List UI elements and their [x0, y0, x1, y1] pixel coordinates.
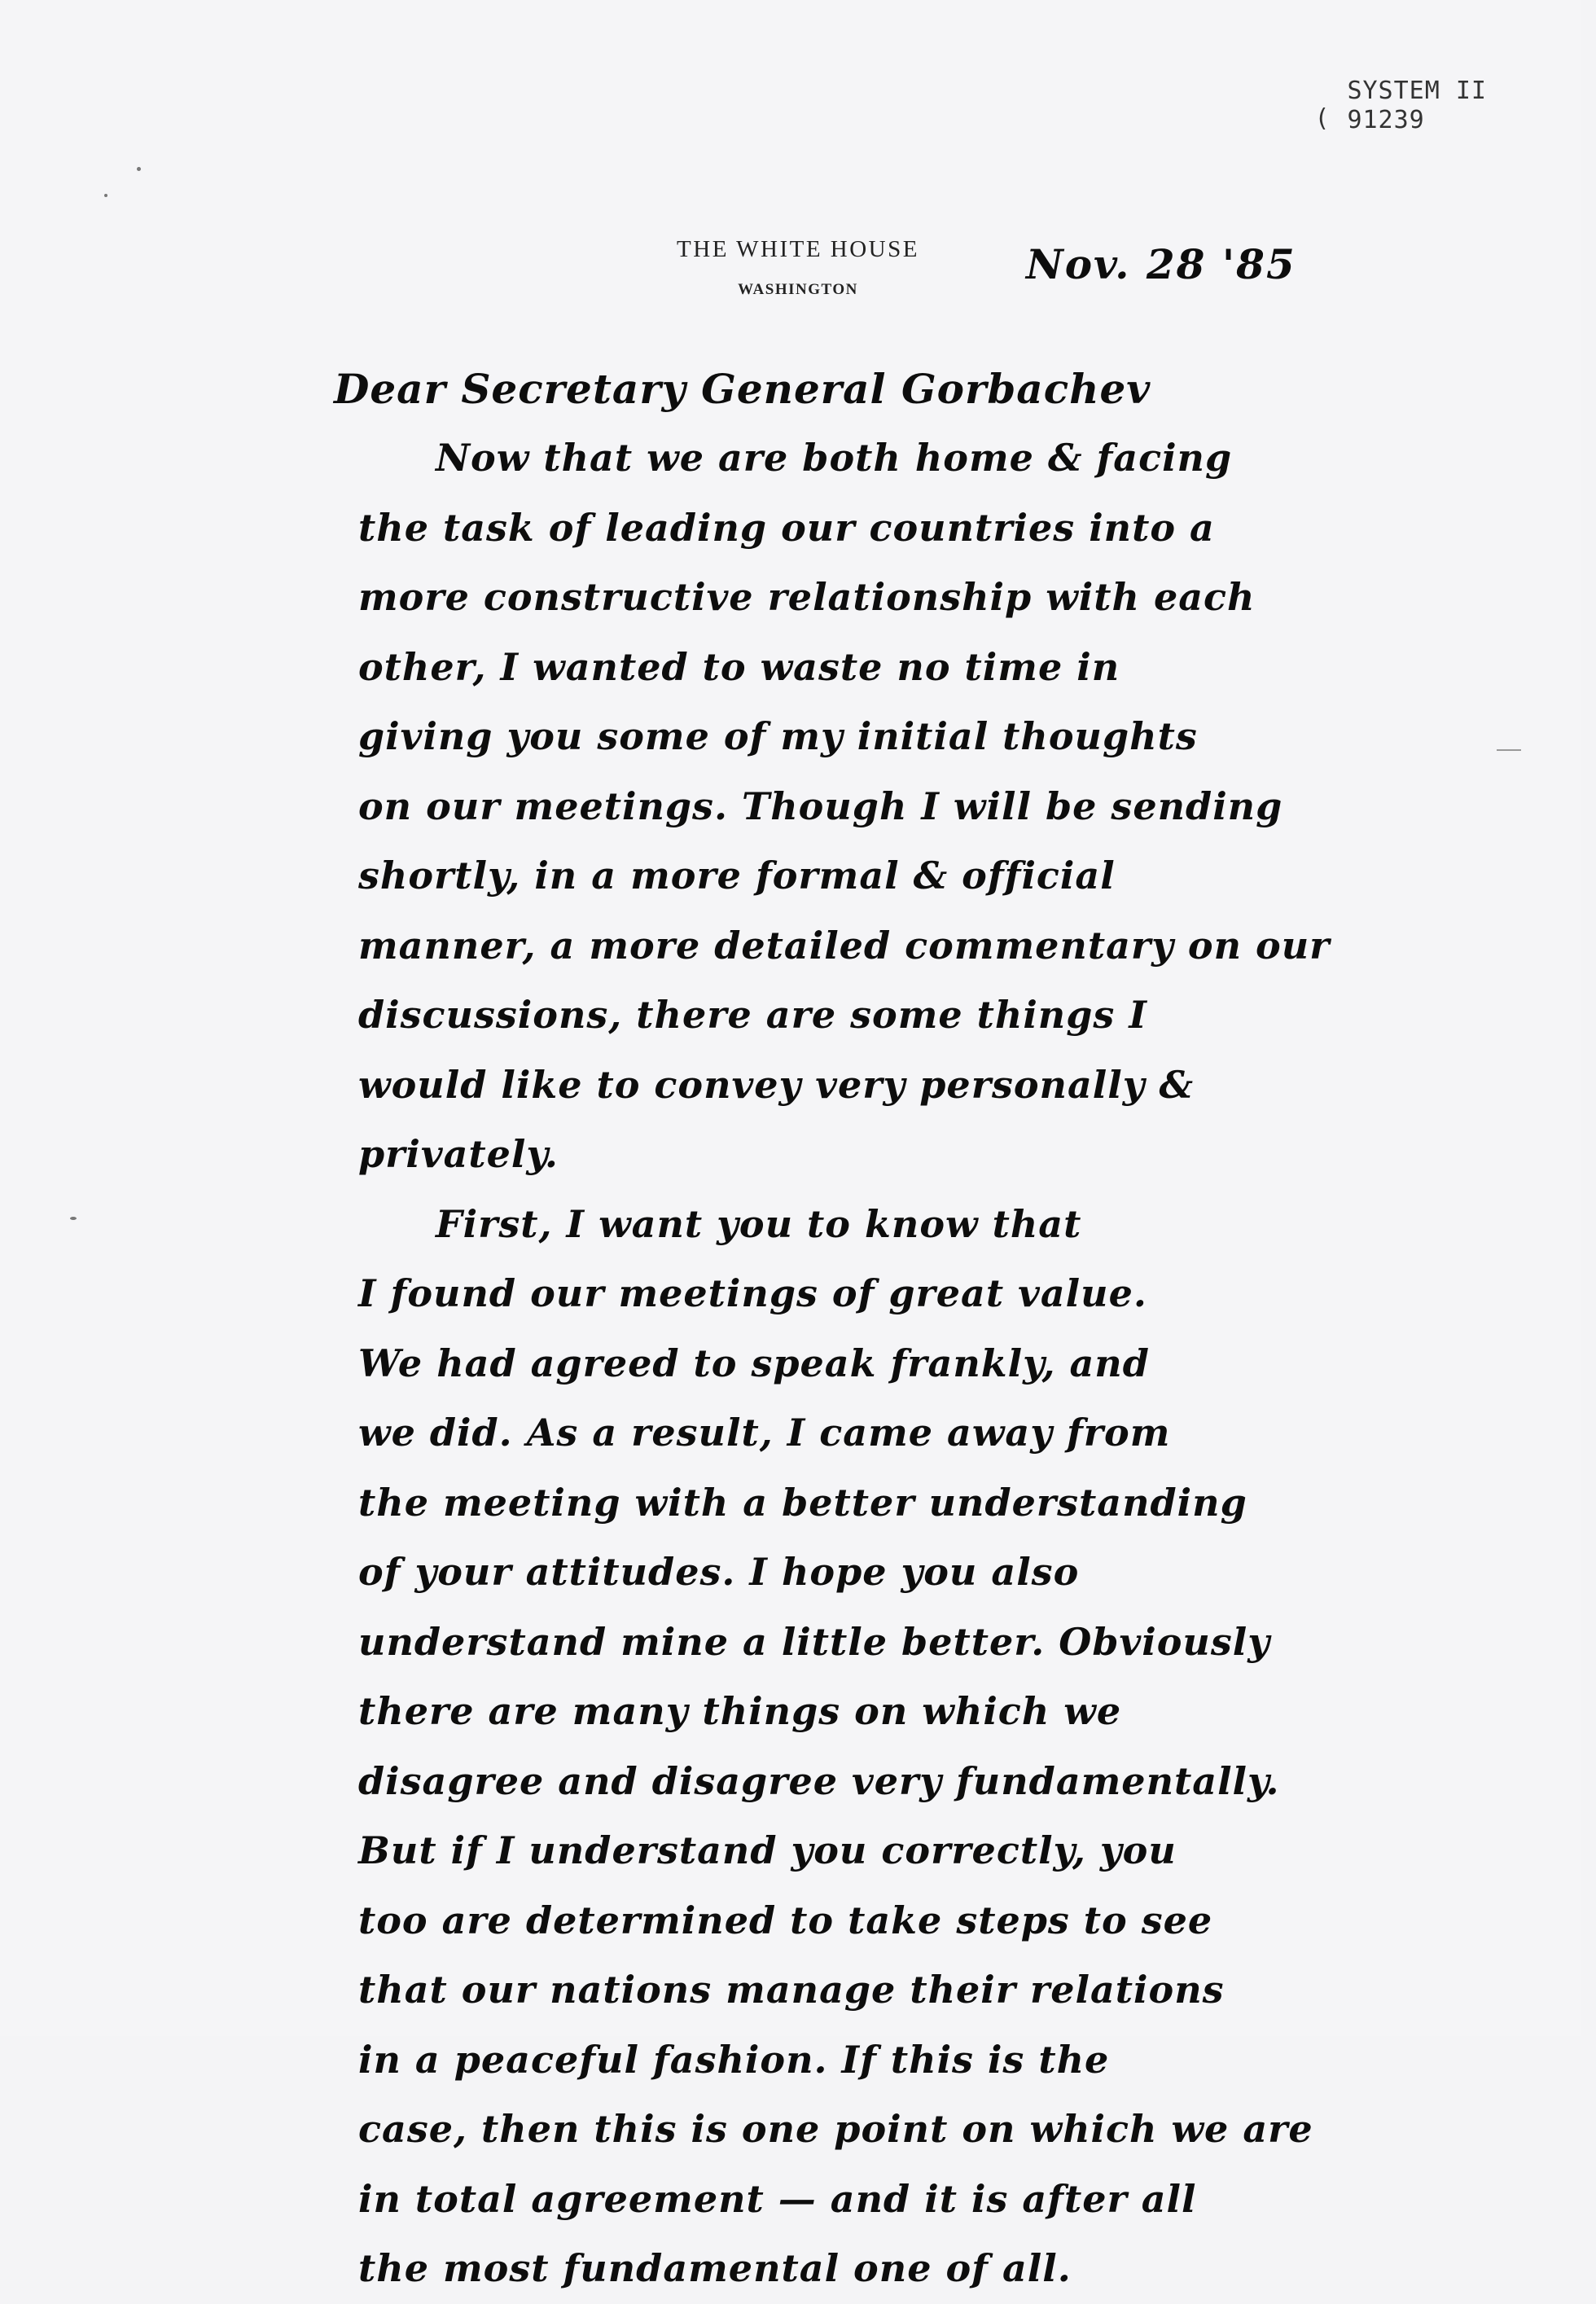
body-line: privately. [358, 1132, 559, 1176]
body-line: other, I wanted to waste no time in [358, 644, 1120, 689]
body-line: discussions, there are some things I [358, 993, 1147, 1037]
body-line: in a peaceful fashion. If this is the [358, 2037, 1110, 2082]
paper-speck [104, 194, 107, 197]
document-number: 91239 [1347, 106, 1425, 134]
body-line: case, then this is one point on which we are [358, 2107, 1313, 2151]
letterhead-subtitle: WASHINGTON [738, 281, 858, 298]
body-line: Now that we are both home & facing [436, 436, 1233, 480]
body-line: shortly, in a more formal & official [358, 854, 1116, 897]
body-line: giving you some of my initial thoughts [358, 714, 1198, 758]
body-line: But if I understand you correctly, you [358, 1828, 1177, 1872]
body-line: the meeting with a better understanding [358, 1480, 1247, 1525]
body-line: would like to convey very personally & [358, 1062, 1194, 1107]
paper-speck [70, 1217, 77, 1220]
body-line: We had agreed to speak frankly, and [358, 1341, 1150, 1385]
letter-date: Nov. 28 '85 [1026, 240, 1296, 288]
system-code: SYSTEM II [1347, 77, 1487, 105]
body-line: understand mine a little better. Obviously [358, 1619, 1270, 1664]
body-line: that our nations manage their relations [358, 1968, 1225, 2012]
body-line: on our meetings. Though I will be sending [358, 783, 1283, 828]
letterhead [0, 236, 1596, 299]
body-line: First, I want you to know that [436, 1201, 1082, 1246]
body-line: the most fundamental one of all. [358, 2246, 1072, 2290]
body-line: there are many things on which we [358, 1689, 1122, 1733]
salutation: Dear Secretary General Gorbachev [334, 365, 1151, 413]
body-line: we did. As a result, I came away from [358, 1411, 1171, 1455]
body-line: disagree and disagree very fundamentally. [358, 1758, 1280, 1803]
body-line: in total agreement — and it is after all [358, 2176, 1197, 2221]
body-line: of your attitudes. I hope you also [358, 1550, 1080, 1594]
body-line: too are determined to take steps to see [358, 1898, 1213, 1942]
body-line: the task of leading our countries into a [358, 505, 1215, 550]
body-line: I found our meetings of great value. [358, 1271, 1147, 1315]
margin-mark [1497, 749, 1521, 751]
letter-body [358, 423, 1449, 2304]
letterhead-title: THE WHITE HOUSE [677, 236, 919, 262]
body-line: manner, a more detailed commentary on our [358, 923, 1331, 968]
paper-speck [137, 167, 141, 171]
file-stamp [1314, 77, 1487, 135]
body-line: more constructive relationship with each [358, 575, 1256, 619]
stamp-tick-mark: ( [1314, 104, 1331, 133]
